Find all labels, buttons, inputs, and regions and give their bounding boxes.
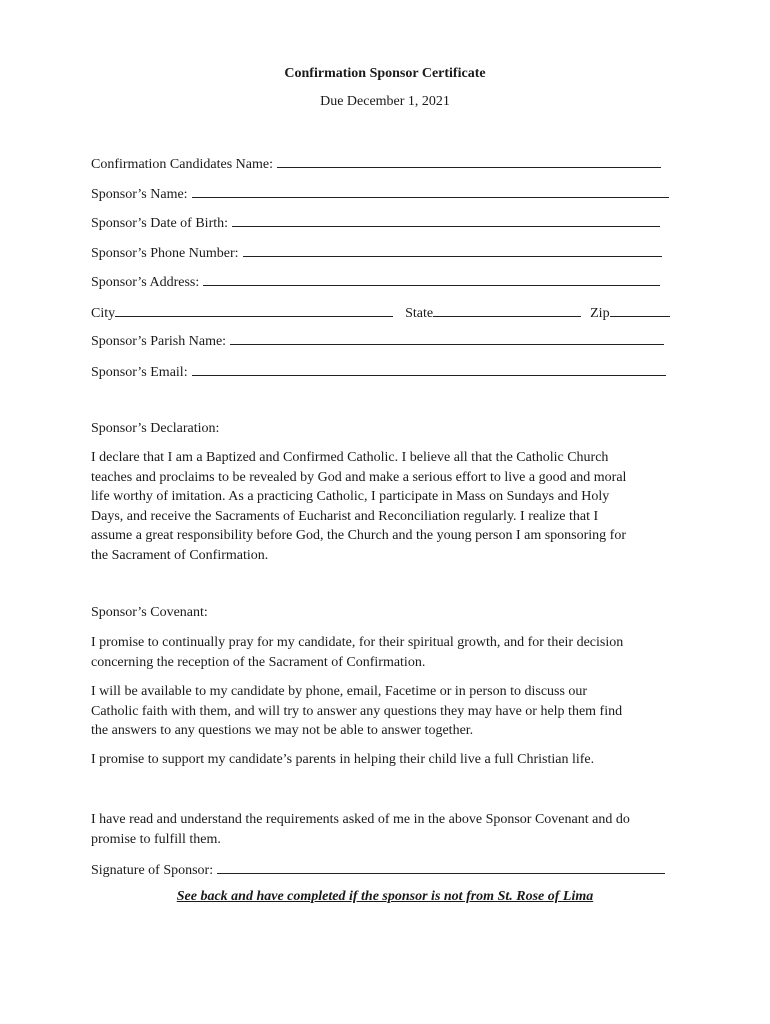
footer-note: See back and have completed if the sponsor is not from St. Rose of Lima (176, 889, 594, 904)
city-state-zip-row (91, 302, 670, 322)
covenant-paragraph-1 (91, 633, 691, 672)
sponsor-address-label: Sponsor’s Address: (91, 275, 200, 290)
declaration-line: teaches and proclaims to be revealed by God and make a serious effort to live a good and moral (91, 469, 627, 485)
acknowledgement-line: I have read and understand the requirements asked of me in the above Sponsor Covenant and do (91, 812, 630, 827)
email-field (91, 361, 666, 379)
covenant-line: concerning the reception of the Sacrament of Confirmation. (91, 654, 426, 670)
covenant-line: I promise to continually pray for my candidate, for their spiritual growth, and for their decision (91, 635, 624, 650)
covenant-paragraph-3 (91, 750, 691, 770)
sponsor-phone-line[interactable] (243, 242, 662, 257)
city-label: City (91, 306, 116, 321)
covenant-line: I promise to support my candidate’s parents in helping their child live a full Christian life. (91, 752, 595, 767)
zip-label: Zip (590, 306, 610, 321)
candidate-name-field (91, 153, 661, 171)
sponsor-phone-field (91, 242, 662, 260)
sponsor-name-line[interactable] (192, 183, 669, 198)
covenant-line: the answers to any questions we may not be able to answer together. (91, 723, 474, 738)
candidate-name-line[interactable] (277, 153, 661, 168)
sponsor-name-label: Sponsor’s Name: (91, 187, 188, 202)
sponsor-dob-label: Sponsor’s Date of Birth: (91, 216, 229, 231)
zip-line[interactable] (610, 302, 670, 317)
parish-name-line[interactable] (230, 330, 664, 345)
email-label: Sponsor’s Email: (91, 365, 188, 380)
declaration-heading: Sponsor’s Declaration: (91, 421, 220, 436)
signature-label: Signature of Sponsor: (91, 863, 214, 878)
declaration-line: the Sacrament of Confirmation. (91, 547, 269, 563)
covenant-line: Catholic faith with them, and will try to answer any questions they may have or help them find (91, 703, 623, 719)
sponsor-name-field (91, 183, 669, 201)
parish-name-field (91, 330, 664, 348)
declaration-paragraph (91, 448, 691, 565)
covenant-heading: Sponsor’s Covenant: (91, 605, 208, 620)
sponsor-dob-line[interactable] (232, 212, 660, 227)
candidate-name-label: Confirmation Candidates Name: (91, 157, 273, 172)
declaration-line: I declare that I am a Baptized and Confirmed Catholic. I believe all that the Catholic Church (91, 450, 609, 465)
city-line[interactable] (115, 302, 393, 317)
signature-field (91, 859, 665, 877)
signature-line[interactable] (217, 859, 665, 874)
email-line[interactable] (192, 361, 666, 376)
acknowledgement-paragraph (91, 810, 691, 849)
due-date: Due December 1, 2021 (320, 94, 450, 109)
declaration-line: Days, and receive the Sacraments of Eucharist and Reconciliation regularly. I realize that I (91, 508, 599, 524)
state-label: State (405, 306, 434, 321)
declaration-line: assume a great responsibility before God, the Church and the young person I am sponsoring for (91, 528, 626, 543)
covenant-line: I will be available to my candidate by phone, email, Facetime or in person to discuss our (91, 684, 588, 699)
sponsor-dob-field (91, 212, 660, 230)
acknowledgement-line: promise to fulfill them. (91, 831, 221, 847)
parish-name-label: Sponsor’s Parish Name: (91, 334, 227, 349)
declaration-line: life worthy of imitation. As a practicing Catholic, I participate in Mass on Sundays and Holy (91, 489, 610, 504)
sponsor-phone-label: Sponsor’s Phone Number: (91, 246, 239, 261)
sponsor-address-field (91, 271, 660, 289)
sponsor-address-line[interactable] (203, 271, 660, 286)
state-line[interactable] (433, 302, 581, 317)
page-title: Confirmation Sponsor Certificate (284, 66, 486, 81)
covenant-paragraph-2 (91, 682, 691, 741)
